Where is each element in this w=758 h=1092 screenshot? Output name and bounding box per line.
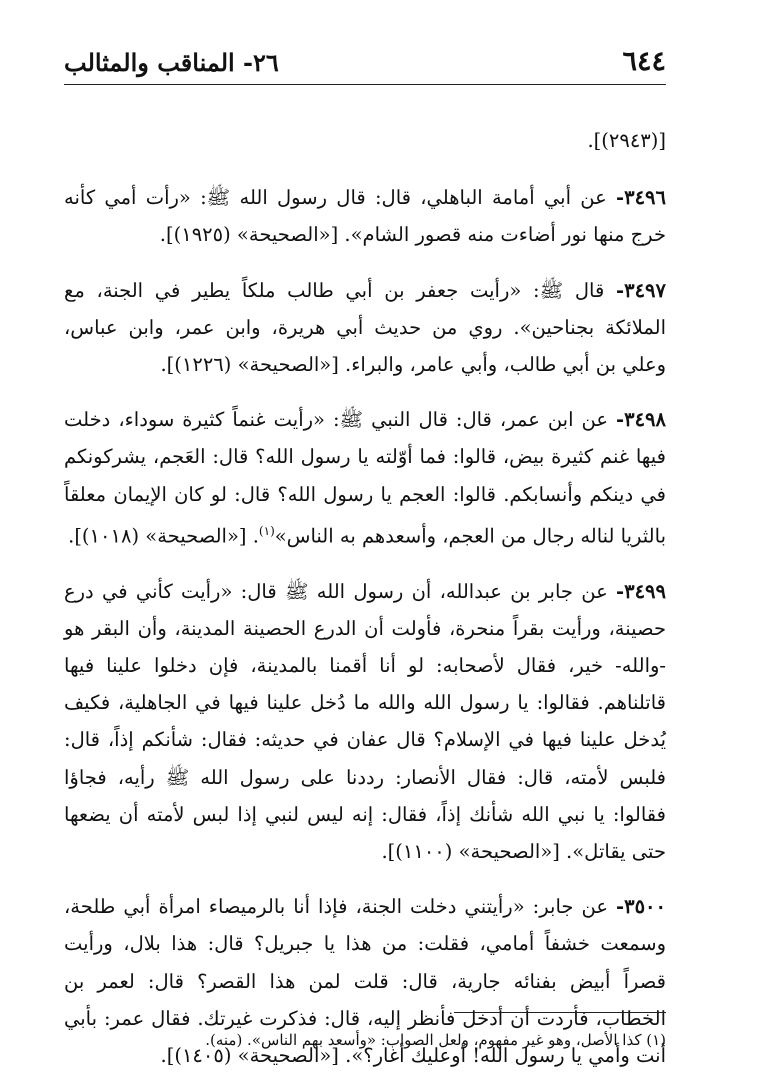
hadith-number: ٣٤٩٩- xyxy=(616,579,666,603)
hadith-3497 xyxy=(64,272,666,384)
hadith-text: عن أبي أمامة الباهلي، قال: قال رسول الله ﷺ: «رأت أمي كأنه خرج منها نور أضاءت منه قصور الشام». [«الصحيحة» (١٩٢٥)]. xyxy=(64,186,666,247)
hadith-3496 xyxy=(64,179,666,253)
hadith-3499 xyxy=(64,573,666,871)
hadith-3498 xyxy=(64,401,666,554)
hadith-text: عن جابر بن عبدالله، أن رسول الله ﷺ قال: «رأيت كأني في درع حصينة، ورأيت بقراً منحرة، فأولت أن الدرع الحصينة المدينة، وأن البقر هو -والله- خير، فقال لأصحابه: لو أنا أقمنا بالمدينة، فإن دخلوا علينا فيها قاتلناهم. فقالوا: يا رسول الله والله ما دُخل علينا فيها في الجاهلية، فكيف يُدخل علينا فيها في الإسلام؟ قال عفان في حديثه: فقال: شأنكم إذاً، قال: فلبس لأمته، قال: فقال الأنصار: رددنا على رسول الله ﷺ رأيه، فجاؤا فقالوا: يا نبي الله شأنك إذاً، فقال: إنه ليس لنبي إذا لبس لأمته أن يضعها حتى يقاتل». [«الصحيحة» (١١٠٠)]. xyxy=(64,579,666,863)
hadith-number: ٣٤٩٨- xyxy=(616,408,666,432)
paragraph-continuation xyxy=(64,122,666,159)
hadith-number: ٣٤٩٦- xyxy=(616,186,666,210)
page-number: ٦٤٤ xyxy=(622,46,666,77)
hadith-number: ٣٤٩٧- xyxy=(616,278,666,302)
hadith-text: قال ﷺ: «رأيت جعفر بن أبي طالب ملكاً يطير في الجنة، مع الملائكة بجناحين». روي من حديث أبي هريرة، وابن عمر، وابن عباس، وعلي بن أبي طالب، وأبي عامر، والبراء. [«الصحيحة» (١٢٢٦)]. xyxy=(64,278,666,377)
footnote: (١) كذا الأصل، وهو غير مفهوم، ولعل الصواب: «وأسعد بهم الناس». (منه). xyxy=(205,1031,666,1049)
page-body xyxy=(64,122,666,1092)
hadith-text: عن جابر: «رأيتني دخلت الجنة، فإذا أنا بالرميصاء امرأة أبي طلحة، وسمعت خشفاً أمامي، فقلت: من هذا يا جبريل؟ قال: هذا بلال، ورأيت قصراً أبيض بفنائه جارية، قال: قلت لمن هذا القصر؟ قال: لعمر بن الخطاب، فأردت أن أدخل فأنظر إليه، قال: فذكرت غيرتك. فقال عمر: بأبي أنت وأمي يا رسول الله! أوعليك أغار؟». [«الصحيحة» (١٤٠٥)]. xyxy=(64,895,666,1067)
footnote-marker: (١) xyxy=(258,523,275,538)
footnote-divider xyxy=(454,1012,666,1013)
hadith-text: عن ابن عمر، قال: قال النبي ﷺ: «رأيت غنماً كثيرة سوداء، دخلت فيها غنم كثيرة بيض، قالوا: فما أوّلته يا رسول الله؟ قال: العَجم، يشركونكم في دينكم وأنسابكم. قالوا: العجم يا رسول الله؟ قال: لو كان الإيمان معلقاً بالثريا لناله رجال من العجم، وأسعدهم به الناس» xyxy=(64,408,666,548)
hadith-number: ٣٥٠٠- xyxy=(616,895,666,919)
paragraph-text: [(٢٩٤٣)]. xyxy=(587,129,666,152)
hadith-text-tail: . [«الصحيحة» (١٠١٨)]. xyxy=(68,524,259,548)
page-header xyxy=(64,40,666,85)
running-title: ٢٦- المناقب والمثالب xyxy=(64,48,279,77)
